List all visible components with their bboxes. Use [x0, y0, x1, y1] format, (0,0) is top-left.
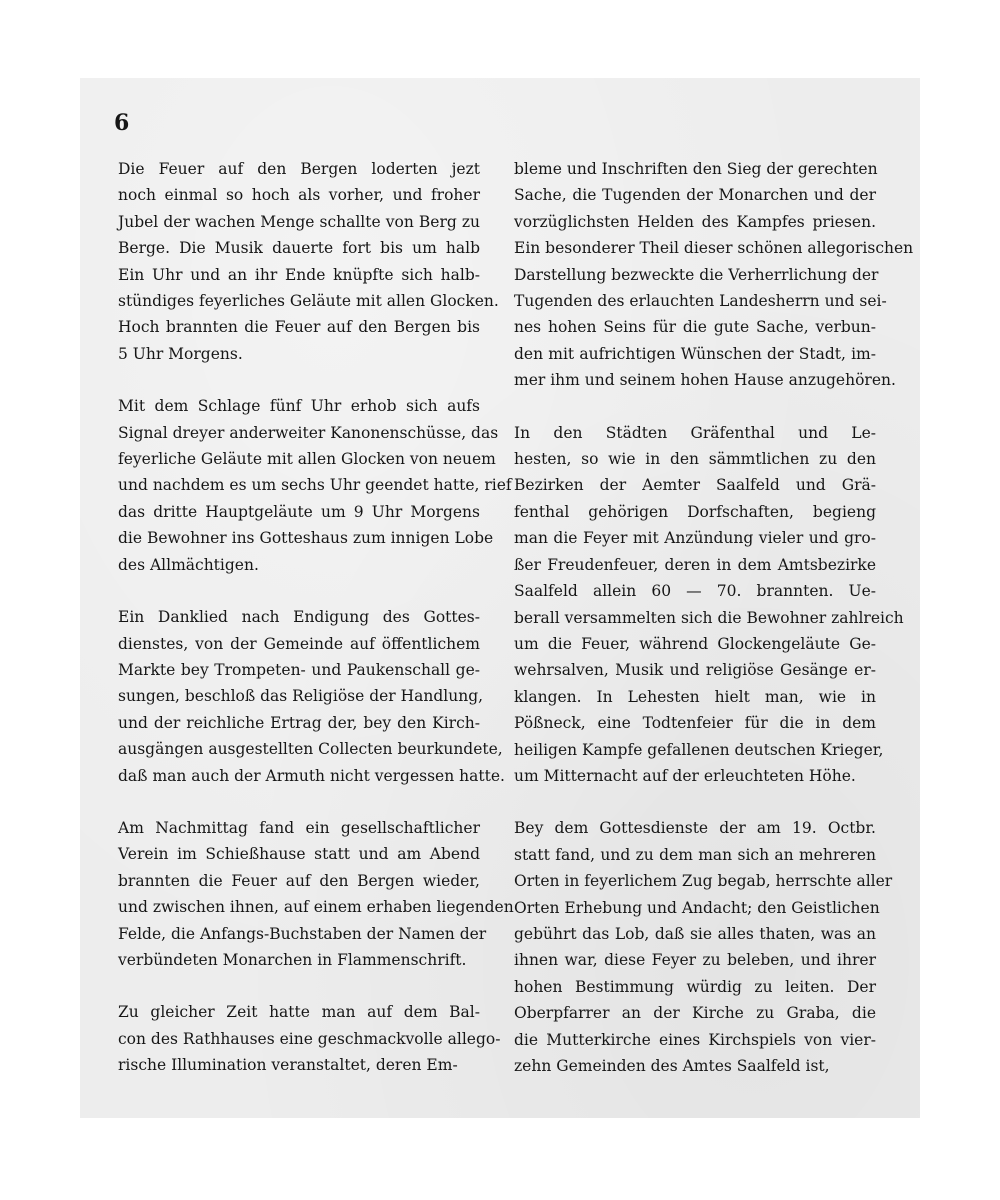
text-line: Sache, die Tugenden der Monarchen und der [514, 186, 876, 205]
text-line: Jubel der wachen Menge schallte von Berg zu [118, 212, 480, 231]
text-line: ausgängen ausgestellten Collecten beurkundete, [118, 740, 503, 759]
text-line: fenthal gehörigen Dorfschaften, begieng [514, 502, 876, 521]
text-line: Hoch brannten die Feuer auf den Bergen bis [118, 318, 480, 337]
text-line: Zu gleicher Zeit hatte man auf dem Bal- [118, 1003, 480, 1022]
text-line: verbündeten Monarchen in Flammenschrift. [118, 950, 467, 969]
left-paragraph [118, 815, 514, 973]
page-number: 6 [114, 110, 130, 136]
text-line: die Bewohner ins Gotteshaus zum innigen Lobe [118, 529, 494, 548]
text-line: noch einmal so hoch als vorher, und froher [118, 186, 480, 205]
text-line: um die Feuer, während Glockengeläute Ge- [514, 634, 876, 653]
text-line: con des Rathhauses eine geschmackvolle allego- [118, 1029, 501, 1048]
text-line: Saalfeld allein 60 — 70. brannten. Ue- [514, 582, 876, 601]
text-line: und zwischen ihnen, auf einem erhaben liegenden [118, 898, 514, 917]
left-paragraph [118, 156, 499, 367]
text-line: Am Nachmittag fand ein gesellschaftlicher [118, 818, 480, 837]
text-line: Orten Erhebung und Andacht; den Geistlichen [514, 898, 880, 917]
text-line: Darstellung bezweckte die Verherrlichung der [514, 265, 879, 284]
text-line: des Allmächtigen. [118, 555, 259, 574]
text-line: die Mutterkirche eines Kirchspiels von vier- [514, 1030, 876, 1049]
text-line: Oberpfarrer an der Kirche zu Graba, die [514, 1004, 876, 1023]
text-line: dienstes, von der Gemeinde auf öffentlichem [118, 634, 480, 653]
text-line: zehn Gemeinden des Amtes Saalfeld ist, [514, 1057, 830, 1075]
right-paragraph [514, 156, 914, 394]
text-line: Felde, die Anfangs-Buchstaben der Namen der [118, 924, 487, 943]
text-line: Ein besonderer Theil dieser schönen allegorischen [514, 239, 914, 258]
text-line: bleme und Inschriften den Sieg der gerechten [514, 160, 878, 178]
text-line: den mit aufrichtigen Wünschen der Stadt, im- [514, 344, 876, 363]
text-line: hohen Bestimmung würdig zu leiten. Der [514, 977, 876, 996]
text-line: Markte bey Trompeten- und Paukenschall ge- [118, 660, 480, 679]
text-line: ßer Freudenfeuer, deren in dem Amtsbezirke [514, 555, 876, 574]
text-line: das dritte Hauptgeläute um 9 Uhr Morgens [118, 502, 480, 521]
text-line: daß man auch der Armuth nicht vergessen hatte. [118, 766, 505, 785]
text-line: ihnen war, diese Feyer zu beleben, und ihrer [514, 951, 876, 970]
text-line: wehrsalven, Musik und religiöse Gesänge er- [514, 661, 876, 680]
text-line: brannten die Feuer auf den Bergen wieder, [118, 871, 480, 890]
text-line: Bey dem Gottesdienste der am 19. Octbr. [514, 819, 876, 838]
text-line: und der reichliche Ertrag der, bey den Kirch- [118, 713, 480, 732]
text-line: und nachdem es um sechs Uhr geendet hatte, rief [118, 476, 512, 495]
text-line: Die Feuer auf den Bergen loderten jezt [118, 160, 480, 178]
text-line: nes hohen Seins für die gute Sache, verbun- [514, 318, 876, 337]
text-line: Signal dreyer anderweiter Kanonenschüsse, das [118, 423, 499, 442]
text-line: hesten, so wie in den sämmtlichen zu den [514, 450, 876, 469]
text-line: man die Feyer mit Anzündung vieler und gro- [514, 529, 876, 548]
text-line: In den Städten Gräfenthal und Le- [514, 423, 876, 442]
text-line: feyerliche Geläute mit allen Glocken von neuem [118, 450, 496, 469]
text-line: 5 Uhr Morgens. [118, 344, 243, 363]
text-line: Orten in feyerlichem Zug begab, herrschte aller [514, 872, 893, 891]
text-line: Ein Danklied nach Endigung des Gottes- [118, 608, 480, 627]
text-line: um Mitternacht auf der erleuchteten Höhe. [514, 766, 856, 785]
text-line: Pößneck, eine Todtenfeier für die in dem [514, 714, 876, 733]
text-line: berall versammelten sich die Bewohner zahlreich [514, 608, 904, 627]
text-line: Bezirken der Aemter Saalfeld und Grä- [514, 476, 876, 495]
text-line: gebührt das Lob, daß sie alles thaten, was an [514, 924, 876, 943]
text-line: heiligen Kampfe gefallenen deutschen Krieger, [514, 740, 884, 759]
text-line: Mit dem Schlage fünf Uhr erhob sich aufs [118, 397, 480, 416]
text-line: Verein im Schießhause statt und am Abend [118, 845, 480, 864]
left-paragraph [118, 393, 512, 578]
text-line: klangen. In Lehesten hielt man, wie in [514, 687, 876, 706]
right-text-column [514, 156, 914, 1105]
text-line: vorzüglichsten Helden des Kampfes priesen. [514, 212, 876, 231]
text-line: sungen, beschloß das Religiöse der Handlung, [118, 687, 484, 706]
left-paragraph [118, 999, 501, 1078]
right-paragraph [514, 420, 904, 790]
text-line: stündiges feyerliches Geläute mit allen Glocken. [118, 292, 499, 311]
left-paragraph [118, 604, 505, 789]
right-paragraph [514, 815, 893, 1079]
text-line: Ein Uhr und an ihr Ende knüpfte sich halb- [118, 265, 480, 284]
text-line: mer ihm und seinem hohen Hause anzugehören. [514, 371, 896, 390]
text-line: Tugenden des erlauchten Landesherrn und sei- [514, 292, 887, 311]
text-line: rische Illumination veranstaltet, deren Em- [118, 1056, 458, 1075]
text-line: Berge. Die Musik dauerte fort bis um halb [118, 239, 480, 258]
left-text-column [118, 156, 514, 1105]
text-line: statt fand, und zu dem man sich an mehreren [514, 845, 876, 864]
